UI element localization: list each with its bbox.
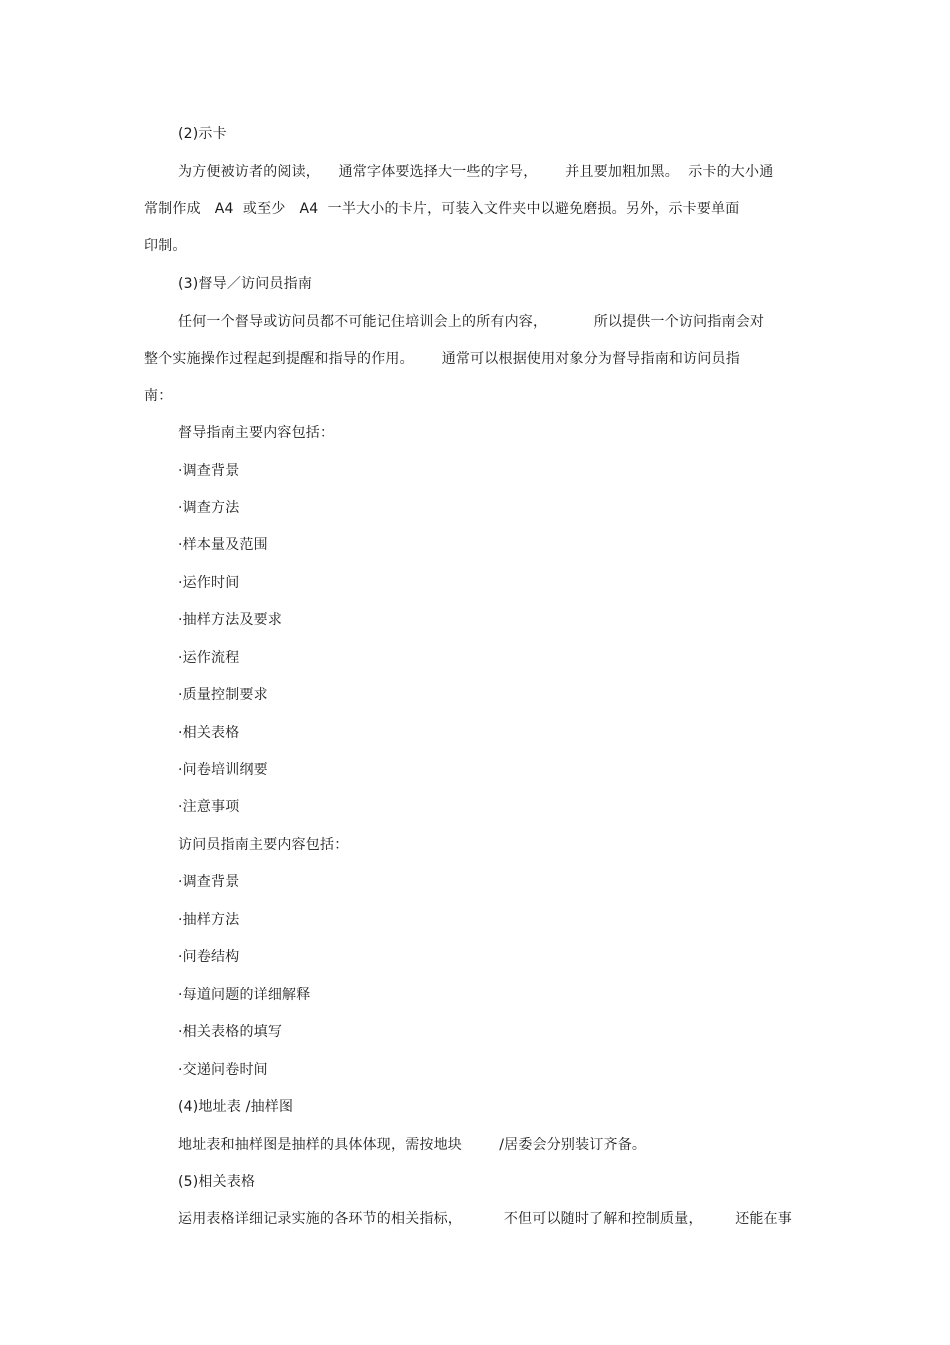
- paragraph-line: 整个实施操作过程起到提醒和指导的作用。 通常可以根据使用对象分为督导指南和访问员指: [144, 351, 740, 367]
- paragraph-line: 南：: [144, 388, 173, 404]
- list-item: ·调查背景: [178, 874, 240, 890]
- list-item: ·注意事项: [178, 799, 240, 815]
- list-item: ·抽样方法及要求: [178, 612, 283, 628]
- section-heading-show-card: (2)示卡: [178, 126, 227, 142]
- list-item: ·调查背景: [178, 463, 240, 479]
- paragraph-line: 为方便被访者的阅读， 通常字体要选择大一些的字号， 并且要加粗加黑。 示卡的大小通: [178, 164, 774, 180]
- list-item: ·运作时间: [178, 575, 240, 591]
- paragraph-line: 常制作成 A4 或至少 A4 一半大小的卡片，可装入文件夹中以避免磨损。另外，示卡要单面: [144, 201, 740, 217]
- list-item: ·样本量及范围: [178, 537, 268, 553]
- list-item: ·问卷结构: [178, 949, 240, 965]
- list-item: ·相关表格的填写: [178, 1024, 283, 1040]
- list-item: ·每道问题的详细解释: [178, 987, 311, 1003]
- list-item: ·问卷培训纲要: [178, 762, 268, 778]
- interviewer-guide-intro: 访问员指南主要内容包括：: [178, 837, 349, 853]
- list-item: ·抽样方法: [178, 912, 240, 928]
- section-heading-address-list: (4)地址表 /抽样图: [178, 1099, 294, 1115]
- section-heading-guide: (3)督导／访问员指南: [178, 276, 313, 292]
- paragraph-line: 运用表格详细记录实施的各环节的相关指标， 不但可以随时了解和控制质量， 还能在事: [178, 1211, 793, 1227]
- paragraph-line: 印制。: [144, 238, 187, 254]
- list-item: ·交递问卷时间: [178, 1062, 268, 1078]
- list-item: ·相关表格: [178, 725, 240, 741]
- list-item: ·调查方法: [178, 500, 240, 516]
- section-heading-related-forms: (5)相关表格: [178, 1174, 256, 1190]
- list-item: ·运作流程: [178, 650, 240, 666]
- list-item: ·质量控制要求: [178, 687, 268, 703]
- paragraph-line: 地址表和抽样图是抽样的具体体现，需按地块 /居委会分别装订齐备。: [178, 1137, 647, 1153]
- supervisor-guide-intro: 督导指南主要内容包括：: [178, 425, 335, 441]
- paragraph-line: 任何一个督导或访问员都不可能记住培训会上的所有内容， 所以提供一个访问指南会对: [178, 314, 765, 330]
